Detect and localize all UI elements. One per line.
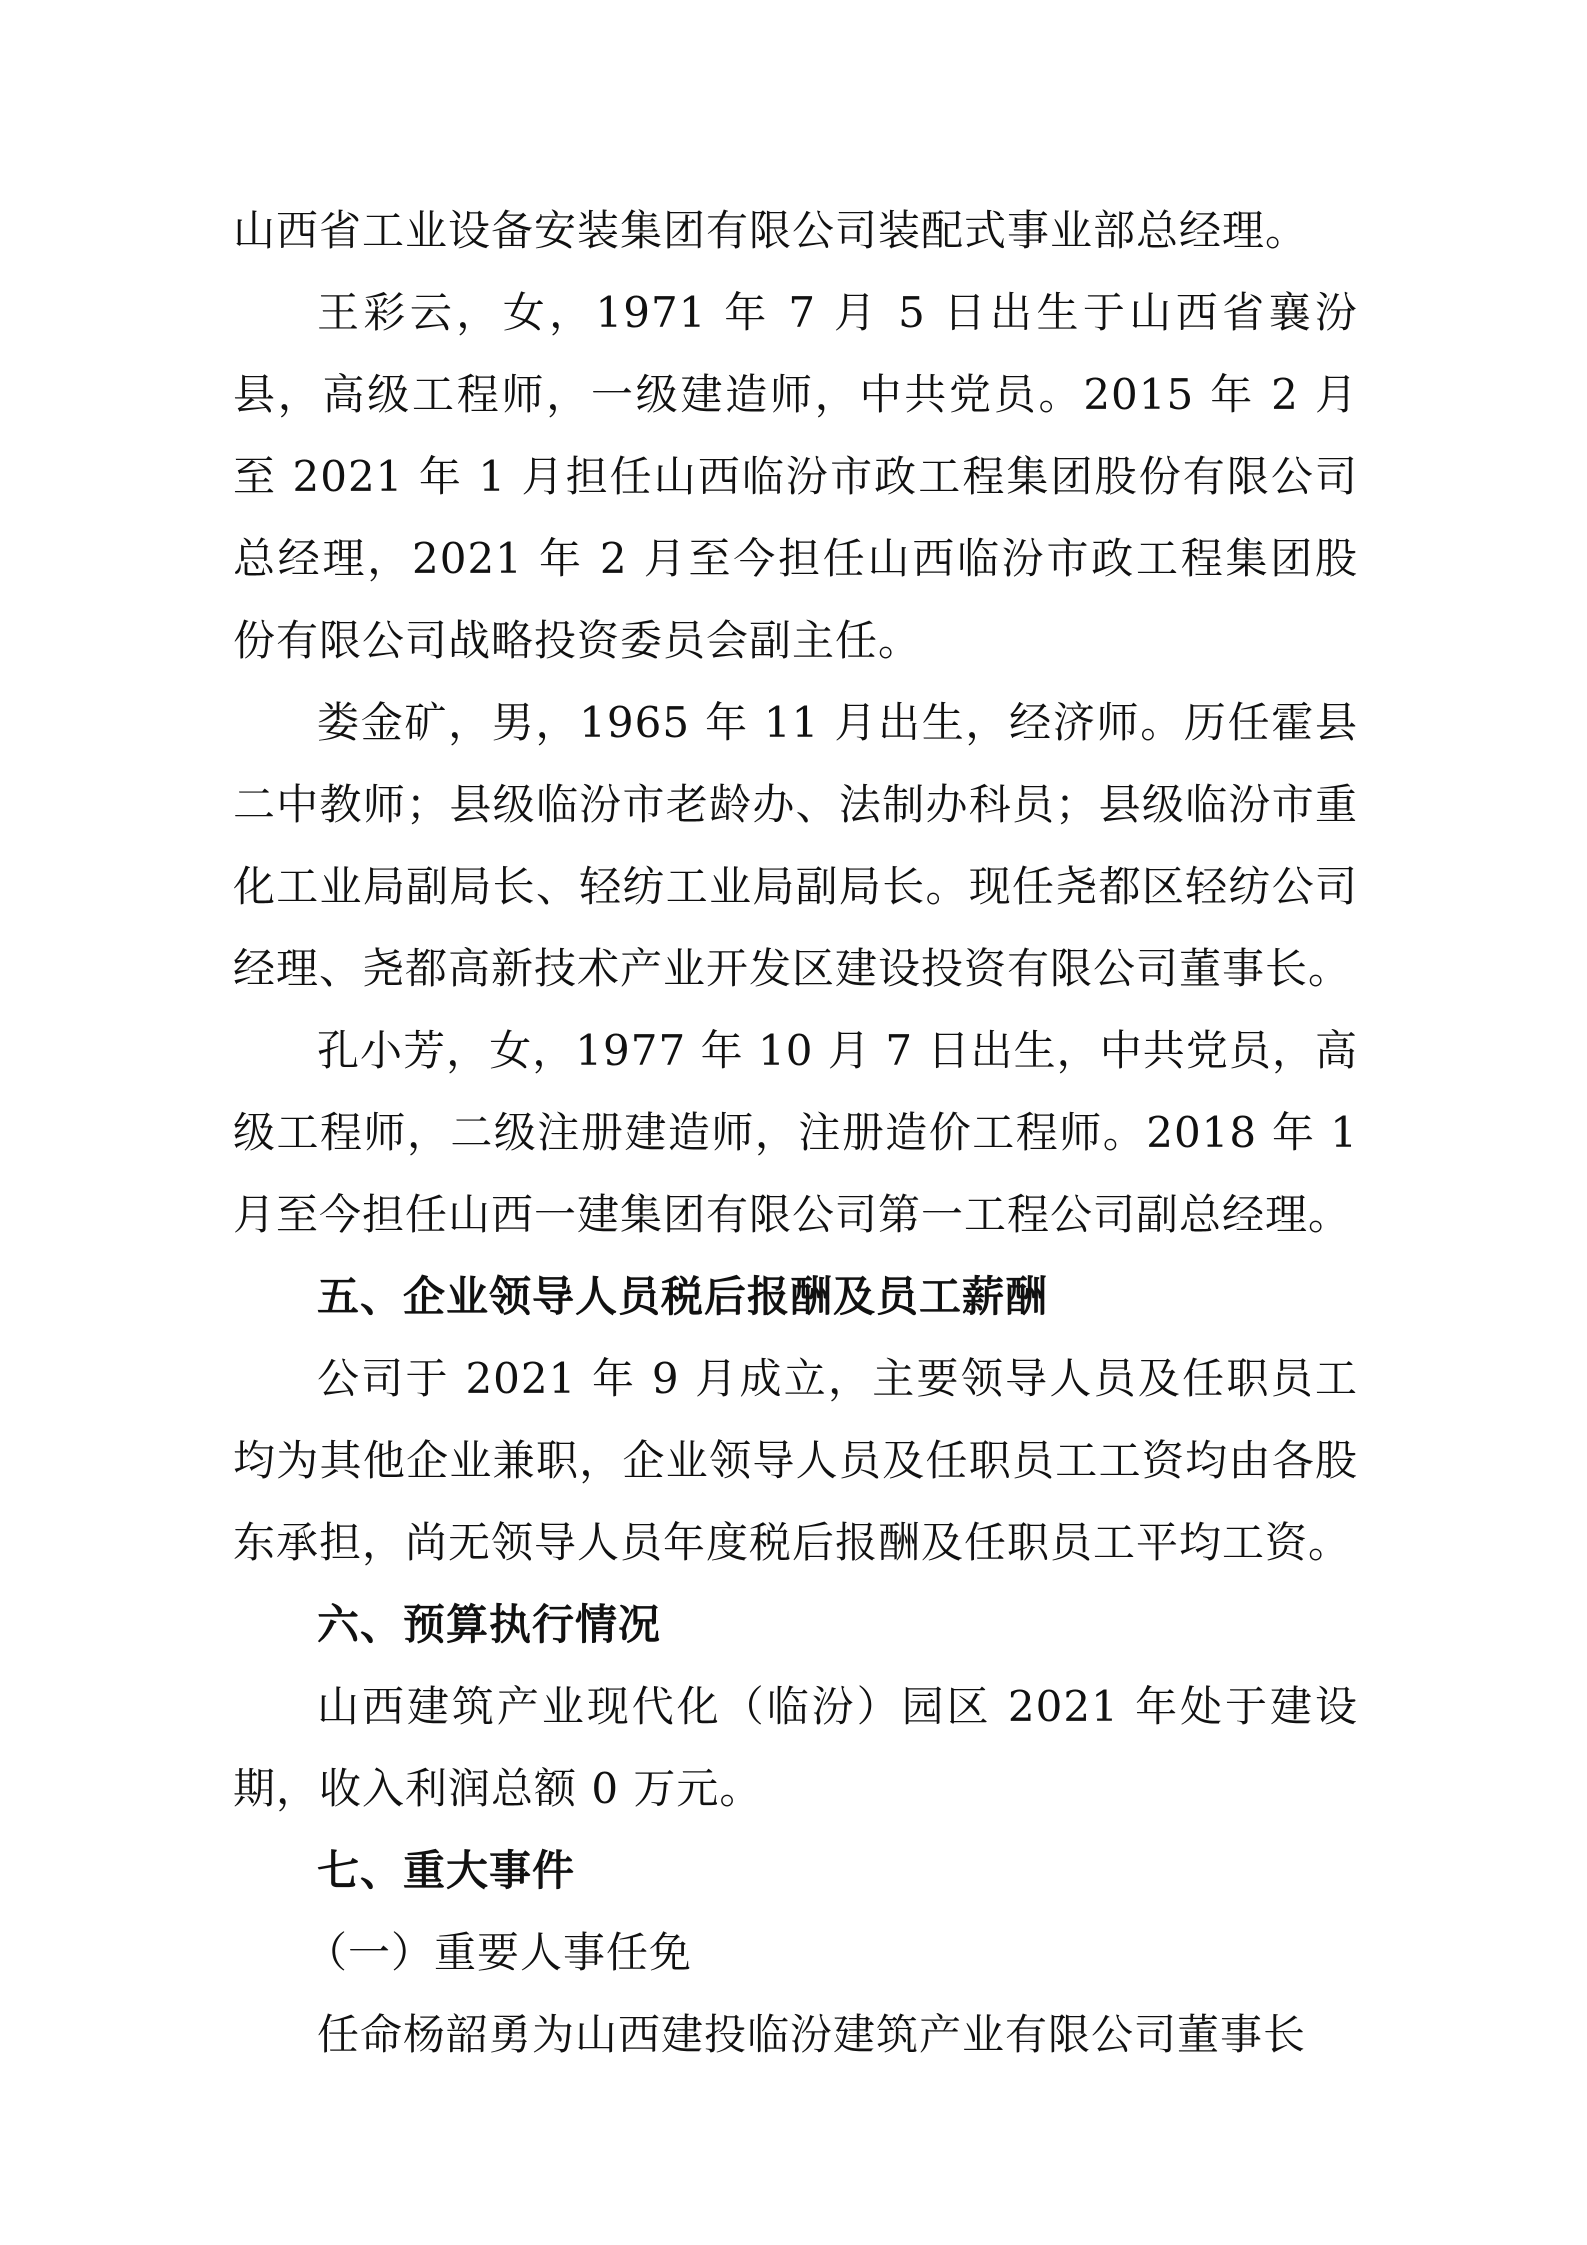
section-heading-major-events: 七、重大事件 bbox=[317, 1846, 576, 1895]
document-page bbox=[233, 190, 1358, 2076]
section-heading-compensation: 五、企业领导人员税后报酬及员工薪酬 bbox=[317, 1272, 1049, 1321]
paragraph-appointment: 任命杨韶勇为山西建投临汾建筑产业有限公司董事长 bbox=[317, 2010, 1307, 2059]
paragraph-compensation: 公司于 2021 年 9 月成立，主要领导人员及任职员工均为其他企业兼职，企业领导人员及任职员工工资均由各股东承担，尚无领导人员年度税后报酬及任职员工平均工资。 bbox=[233, 1354, 1358, 1567]
section-heading-budget: 六、预算执行情况 bbox=[317, 1600, 662, 1649]
paragraph-lou-jinkuang: 娄金矿，男，1965 年 11 月出生，经济师。历任霍县二中教师；县级临汾市老龄办、法制办科员；县级临汾市重化工业局副局长、轻纺工业局副局长。现任尧都区轻纺公司经理、尧都高新技术产业开发区建设投资有限公司董事长。 bbox=[233, 698, 1358, 993]
paragraph-budget: 山西建筑产业现代化（临汾）园区 2021 年处于建设期，收入利润总额 0 万元。 bbox=[233, 1682, 1358, 1813]
subsection-heading-appointments: （一）重要人事任免 bbox=[305, 1928, 693, 1977]
paragraph-kong-xiaofang: 孔小芳，女，1977 年 10 月 7 日出生，中共党员，高级工程师，二级注册建造师，注册造价工程师。2018 年 1 月至今担任山西一建集团有限公司第一工程公司副总经理。 bbox=[233, 1026, 1358, 1239]
paragraph-continuation: 山西省工业设备安装集团有限公司装配式事业部总经理。 bbox=[233, 206, 1309, 255]
paragraph-wang-caiyun: 王彩云，女，1971 年 7 月 5 日出生于山西省襄汾县，高级工程师，一级建造师，中共党员。2015 年 2 月至 2021 年 1 月担任山西临汾市政工程集团股份有限公司总经理，2021 年 2 月至今担任山西临汾市政工程集团股份有限公司战略投资委员会副主任。 bbox=[233, 288, 1358, 665]
